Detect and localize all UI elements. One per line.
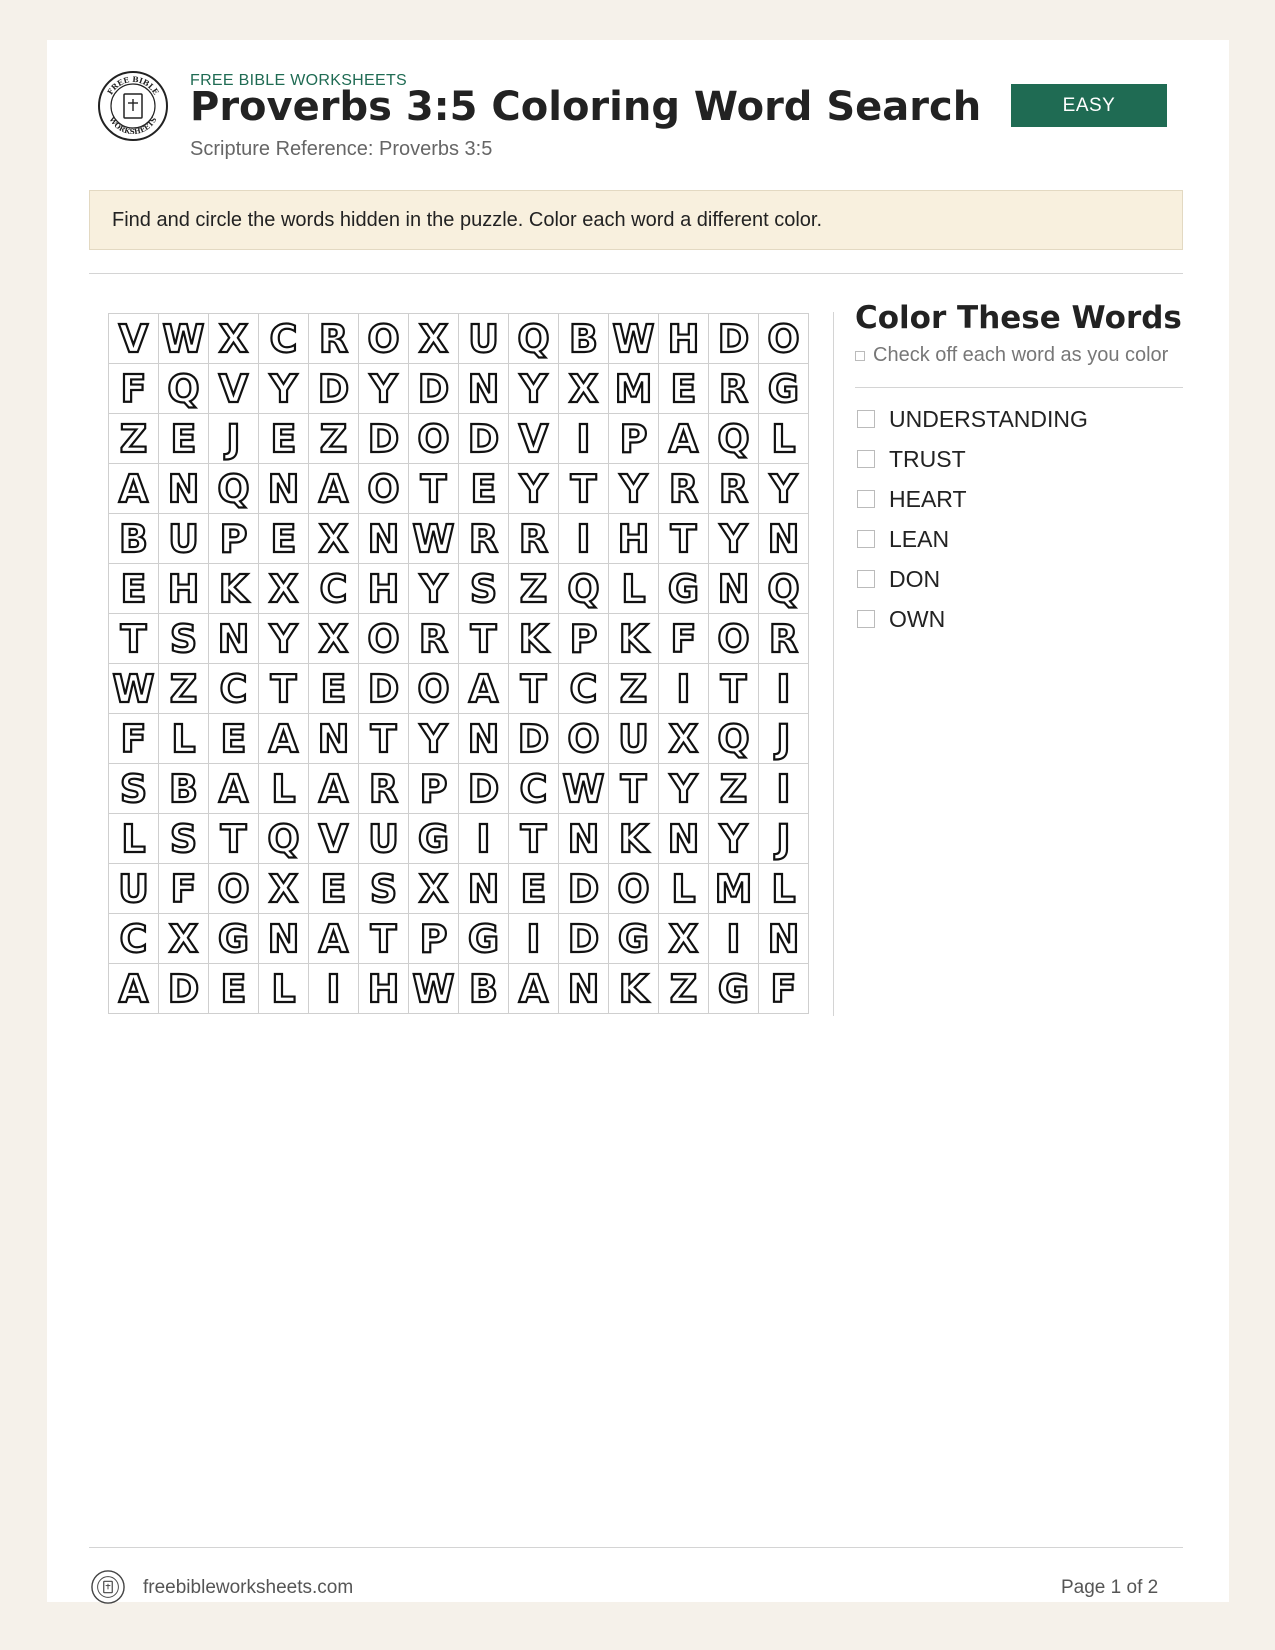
grid-cell[interactable]: I	[459, 814, 509, 864]
grid-cell[interactable]: H	[659, 314, 709, 364]
grid-cell[interactable]: P	[409, 764, 459, 814]
grid-cell[interactable]: G	[709, 964, 759, 1014]
grid-cell[interactable]: O	[359, 464, 409, 514]
grid-cell[interactable]: D	[409, 364, 459, 414]
word-item-don[interactable]	[857, 559, 1088, 599]
grid-cell[interactable]: Y	[709, 814, 759, 864]
grid-cell[interactable]: U	[159, 514, 209, 564]
grid-cell[interactable]: U	[109, 864, 159, 914]
grid-cell[interactable]: Y	[409, 564, 459, 614]
checkbox[interactable]	[857, 530, 875, 548]
grid-cell[interactable]: K	[509, 614, 559, 664]
grid-cell[interactable]: G	[659, 564, 709, 614]
grid-cell[interactable]: N	[209, 614, 259, 664]
grid-cell[interactable]: W	[159, 314, 209, 364]
grid-cell[interactable]: Y	[659, 764, 709, 814]
grid-cell[interactable]: D	[559, 914, 609, 964]
grid-cell[interactable]: O	[759, 314, 809, 364]
grid-cell[interactable]: X	[309, 514, 359, 564]
grid-cell[interactable]: R	[709, 464, 759, 514]
grid-cell[interactable]: N	[259, 914, 309, 964]
grid-cell[interactable]: Z	[309, 414, 359, 464]
scripture-reference: Scripture Reference: Proverbs 3:5	[190, 138, 493, 160]
grid-cell[interactable]: W	[409, 964, 459, 1014]
grid-cell[interactable]: R	[759, 614, 809, 664]
grid-cell[interactable]: Z	[509, 564, 559, 614]
grid-cell[interactable]: Q	[259, 814, 309, 864]
word-label: UNDERSTANDING	[889, 405, 1088, 432]
grid-cell[interactable]: V	[309, 814, 359, 864]
grid-cell[interactable]: R	[309, 314, 359, 364]
grid-cell[interactable]: T	[409, 464, 459, 514]
grid-cell[interactable]: Z	[109, 414, 159, 464]
grid-cell[interactable]: P	[209, 514, 259, 564]
grid-cell[interactable]: D	[359, 664, 409, 714]
grid-cell[interactable]: G	[209, 914, 259, 964]
grid-cell[interactable]: X	[259, 564, 309, 614]
grid-cell[interactable]: A	[309, 764, 359, 814]
grid-cell[interactable]: K	[209, 564, 259, 614]
page-number: Page 1 of 2	[1061, 1577, 1159, 1598]
grid-cell[interactable]: N	[309, 714, 359, 764]
grid-cell[interactable]: I	[559, 514, 609, 564]
grid-cell[interactable]: F	[109, 364, 159, 414]
logo-text-bottom: WORKSHEETS	[107, 115, 159, 137]
grid-cell[interactable]: X	[409, 864, 459, 914]
grid-cell[interactable]: Q	[709, 714, 759, 764]
grid-cell[interactable]: Q	[209, 464, 259, 514]
footer-site-link[interactable]: freebibleworksheets.com	[143, 1577, 354, 1598]
brand-label: FREE BIBLE WORKSHEETS	[190, 72, 408, 89]
grid-cell[interactable]: E	[459, 464, 509, 514]
word-item-heart[interactable]	[857, 479, 1088, 519]
grid-cell[interactable]: I	[509, 914, 559, 964]
grid-cell[interactable]: E	[309, 664, 359, 714]
grid-cell[interactable]: D	[509, 714, 559, 764]
grid-cell[interactable]: Y	[359, 364, 409, 414]
grid-cell[interactable]: N	[359, 514, 409, 564]
grid-cell[interactable]: O	[409, 664, 459, 714]
grid-cell[interactable]: R	[459, 514, 509, 564]
grid-cell[interactable]: N	[459, 714, 509, 764]
grid-cell[interactable]: L	[109, 814, 159, 864]
grid-cell[interactable]: G	[459, 914, 509, 964]
grid-cell[interactable]: E	[209, 964, 259, 1014]
word-list	[857, 399, 1088, 639]
grid-cell[interactable]: K	[609, 964, 659, 1014]
grid-cell[interactable]: T	[709, 664, 759, 714]
grid-cell[interactable]: N	[659, 814, 709, 864]
grid-cell[interactable]: T	[359, 914, 409, 964]
grid-cell[interactable]: Q	[759, 564, 809, 614]
grid-cell[interactable]: Y	[259, 364, 309, 414]
grid-cell[interactable]: D	[309, 364, 359, 414]
instructions-text: Find and circle the words hidden in the puzzle. Color each word a different color.	[112, 208, 823, 231]
grid-cell[interactable]: J	[759, 714, 809, 764]
grid-cell[interactable]: T	[509, 664, 559, 714]
grid-cell[interactable]: I	[309, 964, 359, 1014]
grid-cell[interactable]: O	[709, 614, 759, 664]
grid-cell[interactable]: X	[559, 364, 609, 414]
grid-cell[interactable]: L	[159, 714, 209, 764]
grid-cell[interactable]: X	[659, 714, 709, 764]
grid-cell[interactable]: O	[409, 414, 459, 464]
grid-cell[interactable]: D	[159, 964, 209, 1014]
grid-cell[interactable]: H	[359, 964, 409, 1014]
grid-cell[interactable]: T	[509, 814, 559, 864]
grid-cell[interactable]: W	[559, 764, 609, 814]
grid-cell[interactable]: N	[709, 564, 759, 614]
grid-cell[interactable]: N	[759, 914, 809, 964]
grid-cell[interactable]: Q	[709, 414, 759, 464]
grid-cell[interactable]: K	[609, 814, 659, 864]
grid-cell[interactable]: E	[259, 514, 309, 564]
grid-cell[interactable]: A	[109, 964, 159, 1014]
grid-cell[interactable]: X	[309, 614, 359, 664]
grid-cell[interactable]: F	[159, 864, 209, 914]
grid-cell[interactable]: Y	[609, 464, 659, 514]
grid-cell[interactable]: Q	[509, 314, 559, 364]
grid-cell[interactable]: I	[709, 914, 759, 964]
grid-cell[interactable]: V	[509, 414, 559, 464]
grid-cell[interactable]: P	[409, 914, 459, 964]
grid-cell[interactable]: A	[209, 764, 259, 814]
instructions-box	[89, 190, 1183, 250]
grid-cell[interactable]: A	[459, 664, 509, 714]
grid-cell[interactable]: U	[459, 314, 509, 364]
grid-cell[interactable]: Z	[159, 664, 209, 714]
word-item-lean[interactable]	[857, 519, 1088, 559]
grid-cell[interactable]: R	[359, 764, 409, 814]
grid-cell[interactable]: M	[609, 364, 659, 414]
grid-cell[interactable]: U	[609, 714, 659, 764]
grid-cell[interactable]: Y	[509, 364, 559, 414]
grid-cell[interactable]: E	[509, 864, 559, 914]
word-bank-subtitle	[855, 344, 1168, 367]
grid-cell[interactable]: W	[409, 514, 459, 564]
word-item-understanding[interactable]	[857, 399, 1088, 439]
grid-cell[interactable]: Y	[709, 514, 759, 564]
grid-cell[interactable]: A	[309, 914, 359, 964]
grid-cell[interactable]: R	[709, 364, 759, 414]
word-bank-title: Color These Words	[855, 300, 1182, 336]
checkbox[interactable]	[857, 490, 875, 508]
grid-cell[interactable]: X	[659, 914, 709, 964]
grid-cell[interactable]: X	[209, 314, 259, 364]
grid-cell[interactable]: N	[259, 464, 309, 514]
logo-seal-icon	[97, 70, 169, 142]
grid-cell[interactable]: C	[309, 564, 359, 614]
word-item-trust[interactable]	[857, 439, 1088, 479]
grid-cell[interactable]: E	[659, 364, 709, 414]
grid-cell[interactable]: T	[259, 664, 309, 714]
grid-cell[interactable]: N	[459, 364, 509, 414]
grid-cell[interactable]: S	[159, 814, 209, 864]
grid-cell[interactable]: T	[209, 814, 259, 864]
grid-cell[interactable]: S	[159, 614, 209, 664]
grid-cell[interactable]: N	[559, 814, 609, 864]
word-bank-divider	[855, 387, 1183, 388]
grid-cell[interactable]: D	[709, 314, 759, 364]
grid-cell[interactable]: X	[409, 314, 459, 364]
grid-cell[interactable]: L	[759, 864, 809, 914]
grid-cell[interactable]: P	[609, 414, 659, 464]
grid-cell[interactable]: N	[759, 514, 809, 564]
grid-cell[interactable]: K	[609, 614, 659, 664]
word-label: HEART	[889, 485, 967, 512]
page-title: Proverbs 3:5 Coloring Word Search	[190, 84, 982, 130]
grid-cell[interactable]: N	[559, 964, 609, 1014]
grid-cell[interactable]: G	[409, 814, 459, 864]
grid-cell[interactable]: O	[359, 314, 409, 364]
logo-text-top: FREE BIBLE	[105, 74, 161, 97]
grid-cell[interactable]: O	[609, 864, 659, 914]
grid-cell[interactable]: C	[259, 314, 309, 364]
grid-cell[interactable]: Q	[559, 564, 609, 614]
grid-cell[interactable]: L	[659, 864, 709, 914]
grid-cell[interactable]: B	[109, 514, 159, 564]
grid-cell[interactable]: O	[359, 614, 409, 664]
grid-cell[interactable]: O	[559, 714, 609, 764]
grid-cell[interactable]: Y	[509, 464, 559, 514]
grid-cell[interactable]: O	[209, 864, 259, 914]
grid-cell[interactable]: E	[259, 414, 309, 464]
grid-cell[interactable]: T	[659, 514, 709, 564]
grid-cell[interactable]: I	[559, 414, 609, 464]
grid-cell[interactable]: A	[309, 464, 359, 514]
grid-cell[interactable]: S	[459, 564, 509, 614]
grid-cell[interactable]: H	[359, 564, 409, 614]
grid-cell[interactable]: C	[209, 664, 259, 714]
divider	[89, 273, 1183, 274]
checkbox[interactable]	[857, 610, 875, 628]
grid-cell[interactable]: T	[459, 614, 509, 664]
grid-cell[interactable]: X	[159, 914, 209, 964]
grid-cell[interactable]: J	[759, 814, 809, 864]
word-label: LEAN	[889, 525, 950, 552]
grid-cell[interactable]: C	[109, 914, 159, 964]
grid-cell[interactable]: V	[109, 314, 159, 364]
grid-cell[interactable]: R	[509, 514, 559, 564]
difficulty-badge: EASY	[1011, 84, 1167, 127]
grid-cell[interactable]: C	[509, 764, 559, 814]
grid-cell[interactable]: L	[259, 764, 309, 814]
grid-cell[interactable]: R	[409, 614, 459, 664]
grid-cell[interactable]: J	[209, 414, 259, 464]
grid-cell[interactable]: W	[609, 314, 659, 364]
grid-cell[interactable]: E	[309, 864, 359, 914]
grid-cell[interactable]: T	[109, 614, 159, 664]
grid-cell[interactable]: F	[109, 714, 159, 764]
checkbox[interactable]	[857, 450, 875, 468]
checkbox[interactable]	[857, 410, 875, 428]
grid-cell[interactable]: F	[759, 964, 809, 1014]
grid-cell[interactable]: N	[459, 864, 509, 914]
grid-cell[interactable]: N	[159, 464, 209, 514]
word-item-own[interactable]	[857, 599, 1088, 639]
grid-cell[interactable]: I	[759, 764, 809, 814]
checkbox-icon	[855, 351, 865, 361]
grid-cell[interactable]: L	[259, 964, 309, 1014]
grid-cell[interactable]: D	[559, 864, 609, 914]
grid-cell[interactable]: T	[559, 464, 609, 514]
grid-cell[interactable]: Z	[609, 664, 659, 714]
grid-cell[interactable]: U	[359, 814, 409, 864]
grid-cell[interactable]: D	[459, 764, 509, 814]
grid-cell[interactable]: A	[509, 964, 559, 1014]
grid-cell[interactable]: L	[759, 414, 809, 464]
grid-cell[interactable]: T	[609, 764, 659, 814]
grid-cell[interactable]: Z	[659, 964, 709, 1014]
footer-logo-icon	[91, 1570, 125, 1604]
grid-cell[interactable]: B	[559, 314, 609, 364]
word-label: DON	[889, 565, 941, 592]
column-divider	[833, 312, 834, 1016]
grid-cell[interactable]: D	[459, 414, 509, 464]
grid-cell[interactable]: G	[759, 364, 809, 414]
grid-cell[interactable]: X	[259, 864, 309, 914]
grid-cell[interactable]: E	[209, 714, 259, 764]
grid-cell[interactable]: Y	[409, 714, 459, 764]
grid-cell[interactable]: A	[259, 714, 309, 764]
footer-divider	[89, 1547, 1183, 1548]
word-label: OWN	[889, 605, 946, 632]
grid-cell[interactable]: I	[659, 664, 709, 714]
grid-cell[interactable]: G	[609, 914, 659, 964]
grid-cell[interactable]: Y	[759, 464, 809, 514]
grid-cell[interactable]: M	[709, 864, 759, 914]
grid-cell[interactable]: H	[609, 514, 659, 564]
grid-cell[interactable]: Y	[259, 614, 309, 664]
grid-cell[interactable]: A	[659, 414, 709, 464]
grid-cell[interactable]: E	[109, 564, 159, 614]
grid-cell[interactable]: B	[159, 764, 209, 814]
grid-cell[interactable]: D	[359, 414, 409, 464]
grid-cell[interactable]: S	[359, 864, 409, 914]
grid-cell[interactable]: R	[659, 464, 709, 514]
grid-cell[interactable]: L	[609, 564, 659, 614]
word-label: TRUST	[889, 445, 966, 472]
checkbox[interactable]	[857, 570, 875, 588]
grid-cell[interactable]: C	[559, 664, 609, 714]
grid-cell[interactable]: H	[159, 564, 209, 614]
grid-cell[interactable]: Q	[159, 364, 209, 414]
grid-cell[interactable]: Z	[709, 764, 759, 814]
grid-cell[interactable]: P	[559, 614, 609, 664]
grid-cell[interactable]: B	[459, 964, 509, 1014]
grid-cell[interactable]: I	[759, 664, 809, 714]
grid-cell[interactable]: V	[209, 364, 259, 414]
worksheet-page	[47, 40, 1229, 1602]
grid-cell[interactable]: A	[109, 464, 159, 514]
grid-cell[interactable]: T	[359, 714, 409, 764]
word-search-grid	[108, 313, 809, 1014]
grid-cell[interactable]: W	[109, 664, 159, 714]
word-bank-subtitle-text: Check off each word as you color	[873, 344, 1169, 366]
grid-cell[interactable]: S	[109, 764, 159, 814]
grid-cell[interactable]: F	[659, 614, 709, 664]
grid-cell[interactable]: E	[159, 414, 209, 464]
